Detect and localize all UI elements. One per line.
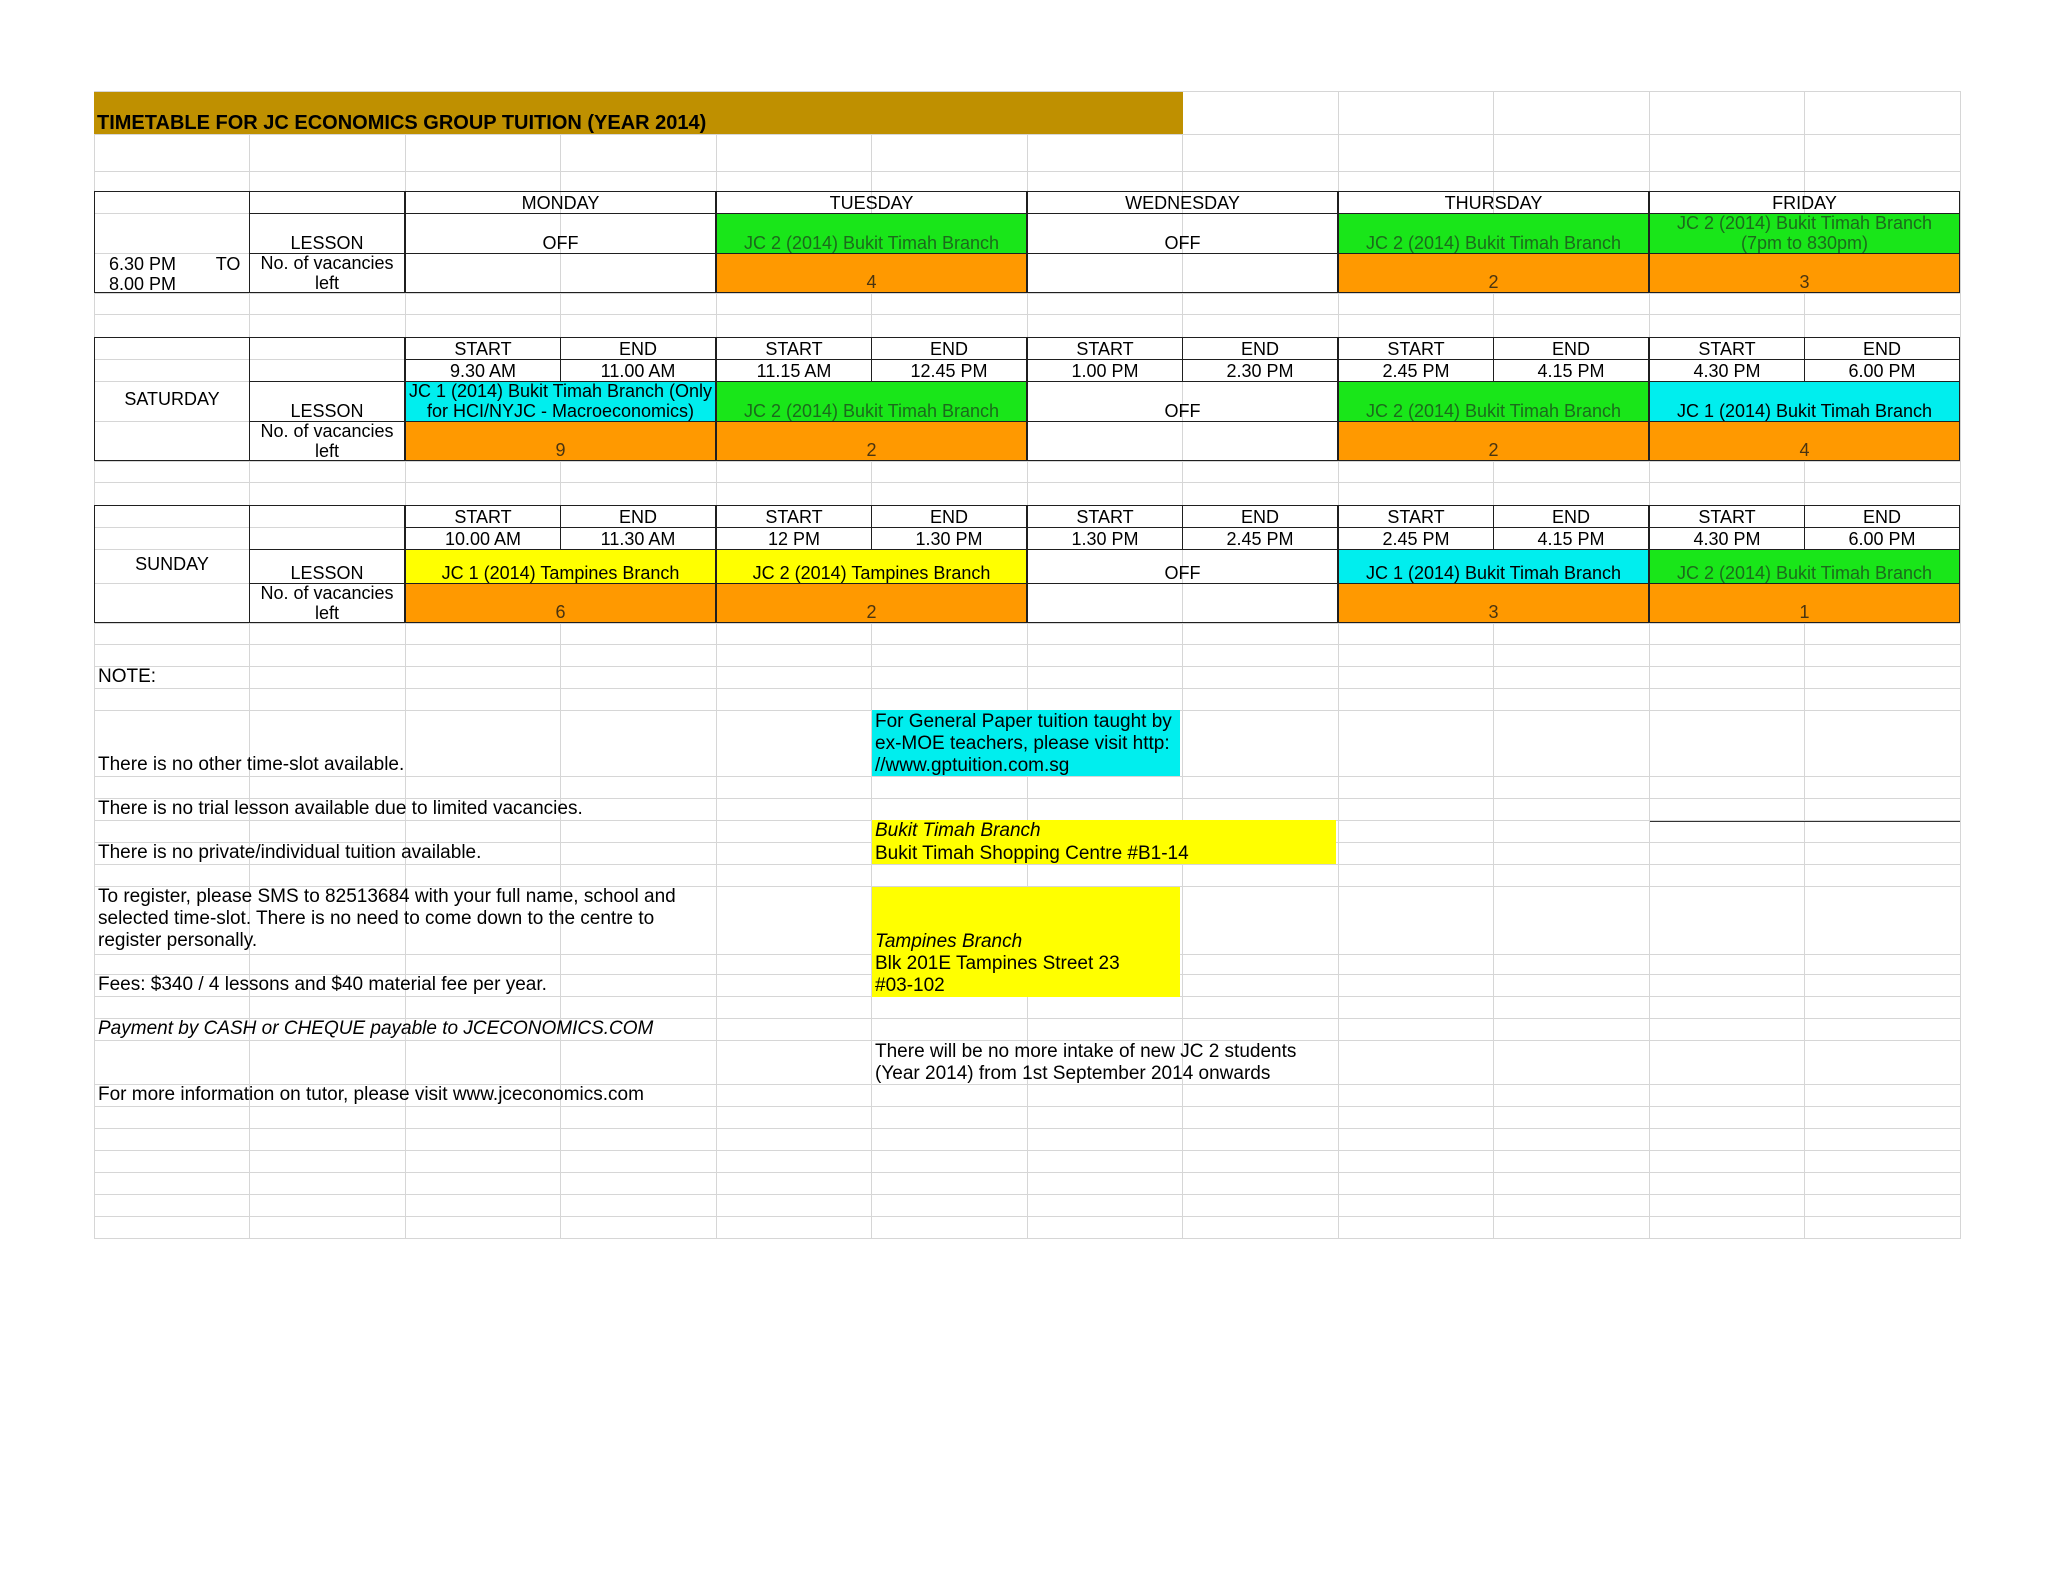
grid-row-line (94, 666, 1960, 667)
saturday-start-header: START (716, 337, 872, 360)
sunday-end-header: END (1493, 505, 1649, 528)
saturday-end-time: 11.00 AM (560, 359, 716, 382)
saturday-vacancy-cell (1027, 421, 1338, 461)
saturday-start-time: 2.45 PM (1338, 359, 1494, 382)
sunday-start-time: 12 PM (716, 527, 872, 550)
grid-row-line (94, 314, 1960, 315)
sunday-vacancy-label: No. of vacancies left (249, 583, 405, 623)
saturday-start-header: START (1649, 337, 1805, 360)
grid-row-line (94, 1216, 1960, 1217)
saturday-vacancy-cell: 2 (1338, 421, 1649, 461)
weekday-time-cell (94, 191, 250, 293)
saturday-start-time: 1.00 PM (1027, 359, 1183, 382)
sunday-end-header: END (871, 505, 1027, 528)
weekday-vacancy-cell (1027, 253, 1338, 293)
saturday-end-time: 4.15 PM (1493, 359, 1649, 382)
weekday-vacancy-cell: 2 (1338, 253, 1649, 293)
saturday-lesson-label: LESSON (249, 381, 405, 422)
tampines-branch-address-1: Blk 201E Tampines Street 23 (875, 953, 1120, 974)
weekday-vacancy-label: No. of vacancies left (249, 253, 405, 293)
grid-row-line (94, 171, 1960, 172)
note-no-other-slot: There is no other time-slot available. (98, 754, 405, 775)
sunday-end-time: 4.15 PM (1493, 527, 1649, 550)
sunday-lesson-cell: JC 1 (2014) Bukit Timah Branch (1338, 549, 1649, 584)
sunday-start-header: START (405, 505, 561, 528)
sunday-end-header: END (1804, 505, 1960, 528)
intake-note: There will be no more intake of new JC 2 students (Year 2014) from 1st September 2014 onwards (875, 1041, 1297, 1084)
sunday-start-time: 1.30 PM (1027, 527, 1183, 550)
bukit-timah-branch-name: Bukit Timah Branch (875, 820, 1041, 841)
saturday-vacancy-cell: 9 (405, 421, 716, 461)
day-header-tuesday: TUESDAY (716, 191, 1027, 214)
saturday-lesson-cell: JC 1 (2014) Bukit Timah Branch (Only for HCI/NYJC - Macroeconomics) (405, 381, 716, 422)
grid-row-line (94, 1150, 1960, 1151)
saturday-end-header: END (871, 337, 1027, 360)
saturday-end-header: END (1804, 337, 1960, 360)
sunday-end-time: 6.00 PM (1804, 527, 1960, 550)
weekday-lesson-cell: JC 2 (2014) Bukit Timah Branch (716, 213, 1027, 254)
gp-tuition-box (872, 710, 1180, 776)
saturday-start-time: 11.15 AM (716, 359, 872, 382)
saturday-end-header: END (1493, 337, 1649, 360)
note-register: To register, please SMS to 82513684 with your full name, school and selected time-slot. There is no need to come down to the centre to register personally. (98, 886, 676, 951)
page-title (94, 92, 1183, 134)
sunday-vacancy-cell: 1 (1649, 583, 1960, 623)
sunday-end-time: 2.45 PM (1182, 527, 1338, 550)
sunday-vacancy-cell: 2 (716, 583, 1027, 623)
saturday-lesson-cell: OFF (1027, 381, 1338, 422)
note-no-trial: There is no trial lesson available due to limited vacancies. (98, 798, 583, 819)
saturday-lesson-cell: JC 2 (2014) Bukit Timah Branch (716, 381, 1027, 422)
grid-row-line (94, 1194, 1960, 1195)
day-header-thursday: THURSDAY (1338, 191, 1649, 214)
saturday-label-blank (249, 337, 405, 382)
weekday-lesson-cell: OFF (1027, 213, 1338, 254)
weekday-vacancy-cell (405, 253, 716, 293)
note-payment: Payment by CASH or CHEQUE payable to JCECONOMICS.COM (98, 1018, 654, 1039)
divider-line (1650, 821, 1960, 822)
sunday-label-blank (249, 505, 405, 550)
sunday-start-time: 10.00 AM (405, 527, 561, 550)
weekday-lesson-label: LESSON (249, 213, 405, 254)
grid-row-line (94, 134, 1960, 135)
saturday-start-header: START (1027, 337, 1183, 360)
weekday-lesson-cell: OFF (405, 213, 716, 254)
grid-row-line (94, 482, 1960, 483)
grid-row-line (94, 1106, 1960, 1107)
saturday-start-header: START (1338, 337, 1494, 360)
sunday-end-time: 1.30 PM (871, 527, 1027, 550)
saturday-end-header: END (1182, 337, 1338, 360)
saturday-start-header: START (405, 337, 561, 360)
saturday-end-time: 12.45 PM (871, 359, 1027, 382)
sunday-start-header: START (1338, 505, 1494, 528)
grid-row-line (94, 1172, 1960, 1173)
saturday-vacancy-cell: 2 (716, 421, 1027, 461)
weekday-label-blank (249, 191, 405, 214)
saturday-vacancy-label: No. of vacancies left (249, 421, 405, 461)
sunday-end-time: 11.30 AM (560, 527, 716, 550)
gp-tuition-text: For General Paper tuition taught by ex-MOE teachers, please visit http: //www.gptuition.com.sg (875, 711, 1172, 776)
grid-row-line (94, 644, 1960, 645)
tampines-branch-name: Tampines Branch (875, 931, 1023, 952)
weekday-vacancy-cell: 3 (1649, 253, 1960, 293)
saturday-start-time: 9.30 AM (405, 359, 561, 382)
day-header-friday: FRIDAY (1649, 191, 1960, 214)
sunday-lesson-cell: JC 2 (2014) Tampines Branch (716, 549, 1027, 584)
sunday-end-header: END (560, 505, 716, 528)
saturday-vacancy-cell: 4 (1649, 421, 1960, 461)
saturday-end-time: 2.30 PM (1182, 359, 1338, 382)
note-no-private: There is no private/individual tuition available. (98, 842, 482, 863)
tampines-branch-address-2: #03-102 (875, 975, 945, 996)
saturday-start-time: 4.30 PM (1649, 359, 1805, 382)
grid-row-line (94, 623, 1960, 624)
sunday-lesson-cell: JC 2 (2014) Bukit Timah Branch (1649, 549, 1960, 584)
sunday-start-time: 4.30 PM (1649, 527, 1805, 550)
sunday-lesson-cell: OFF (1027, 549, 1338, 584)
grid-row-line (94, 1128, 1960, 1129)
sunday-lesson-label: LESSON (249, 549, 405, 584)
sunday-start-time: 2.45 PM (1338, 527, 1494, 550)
saturday-lesson-cell: JC 1 (2014) Bukit Timah Branch (1649, 381, 1960, 422)
sunday-end-header: END (1182, 505, 1338, 528)
saturday-label: SATURDAY (94, 337, 250, 461)
grid-row-line (94, 293, 1960, 294)
grid-row-line (94, 1238, 1960, 1239)
sunday-start-header: START (1027, 505, 1183, 528)
day-header-monday: MONDAY (405, 191, 716, 214)
sunday-vacancy-cell: 6 (405, 583, 716, 623)
weekday-time-label: 6.30 PM TO 8.00 PM (109, 254, 241, 294)
weekday-vacancy-cell: 4 (716, 253, 1027, 293)
grid-row-line (94, 688, 1960, 689)
page-title-text: TIMETABLE FOR JC ECONOMICS GROUP TUITION (YEAR 2014) (97, 112, 707, 134)
saturday-end-time: 6.00 PM (1804, 359, 1960, 382)
weekday-lesson-cell: JC 2 (2014) Bukit Timah Branch (7pm to 830pm) (1649, 213, 1960, 254)
sunday-vacancy-cell (1027, 583, 1338, 623)
sunday-vacancy-cell: 3 (1338, 583, 1649, 623)
sunday-lesson-cell: JC 1 (2014) Tampines Branch (405, 549, 716, 584)
bukit-timah-branch-address: Bukit Timah Shopping Centre #B1-14 (875, 843, 1189, 864)
note-heading: NOTE: (98, 666, 157, 687)
note-more-info: For more information on tutor, please visit www.jceconomics.com (98, 1084, 644, 1105)
weekday-lesson-cell: JC 2 (2014) Bukit Timah Branch (1338, 213, 1649, 254)
grid-column-line (1960, 91, 1961, 1239)
saturday-end-header: END (560, 337, 716, 360)
sunday-label: SUNDAY (94, 505, 250, 623)
sunday-start-header: START (1649, 505, 1805, 528)
grid-row-line (94, 461, 1960, 462)
note-fees: Fees: $340 / 4 lessons and $40 material fee per year. (98, 974, 547, 995)
saturday-lesson-cell: JC 2 (2014) Bukit Timah Branch (1338, 381, 1649, 422)
day-header-wednesday: WEDNESDAY (1027, 191, 1338, 214)
sunday-start-header: START (716, 505, 872, 528)
